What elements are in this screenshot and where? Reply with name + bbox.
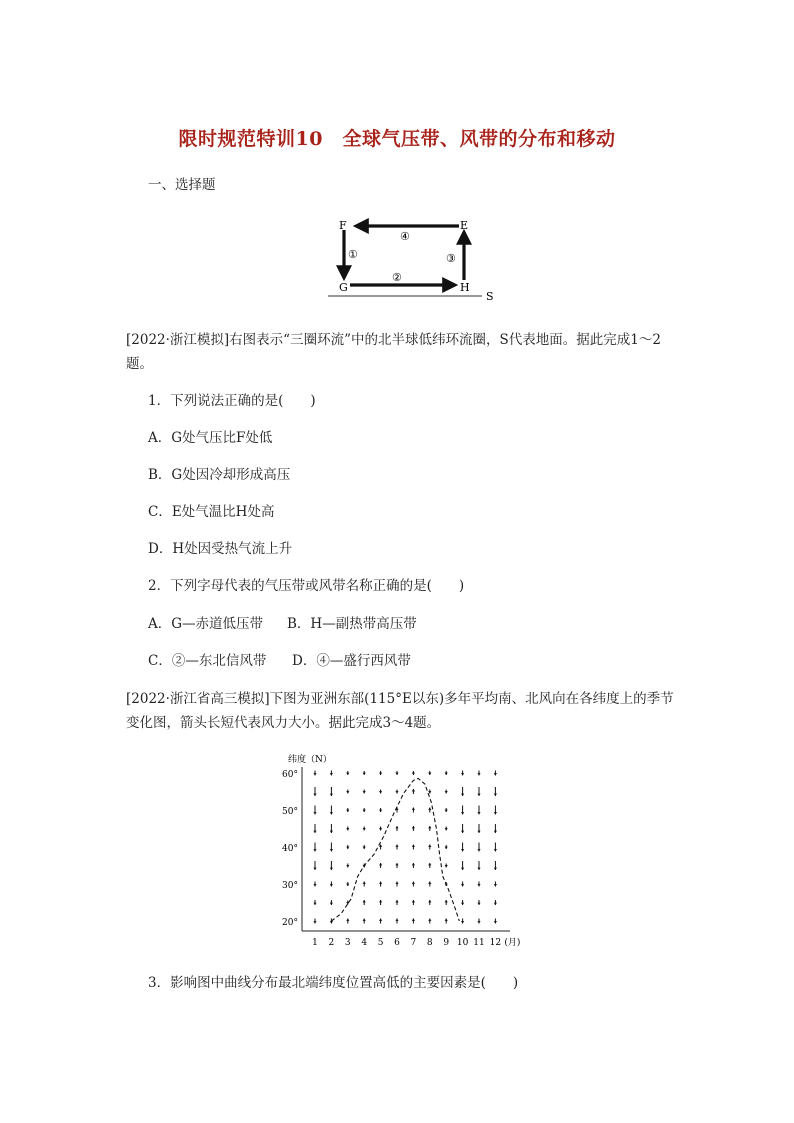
wind-arrowhead <box>363 919 366 921</box>
wind-arrowhead <box>379 791 382 793</box>
wind-arrowhead <box>428 773 431 775</box>
wind-arrowhead <box>494 831 497 833</box>
wind-arrowhead <box>428 900 431 902</box>
wind-arrowhead <box>494 884 497 886</box>
wind-arrowhead <box>363 847 366 849</box>
wind-arrowhead <box>379 882 382 884</box>
wind-arrowhead <box>395 882 398 884</box>
wind-arrowhead <box>445 847 448 849</box>
wind-arrowhead <box>379 828 382 830</box>
x-tick-label: 1 <box>312 938 318 948</box>
wind-arrowhead <box>330 794 333 796</box>
wind-arrowhead <box>346 884 349 886</box>
intro-1: [2022·浙江模拟]右图表示“三圈环流”中的北半球低纬环流圈，S代表地面。据此完成1～2题。 <box>126 332 661 372</box>
q3-stem: 3．影响图中曲线分布最北端纬度位置高低的主要因素是( ) <box>148 975 519 991</box>
wind-arrowhead <box>477 773 480 775</box>
wind-arrowhead <box>330 884 333 886</box>
x-tick-label: 3 <box>344 938 351 948</box>
wind-arrowhead <box>363 882 366 884</box>
wind-arrowhead <box>477 794 480 796</box>
x-tick-label: 4 <box>361 938 368 948</box>
circulation-diagram <box>320 212 500 304</box>
wind-arrowhead <box>395 900 398 902</box>
wind-arrowhead <box>412 919 415 921</box>
wind-arrowhead <box>313 812 316 814</box>
wind-arrowhead <box>412 900 415 902</box>
wind-arrowhead <box>461 921 464 923</box>
wind-arrowhead <box>428 808 431 810</box>
wind-arrowhead <box>313 773 316 775</box>
wind-arrowhead <box>428 919 431 921</box>
wind-arrowhead <box>412 808 415 810</box>
wind-arrowhead <box>346 810 349 812</box>
x-tick-label: 11 <box>473 938 485 948</box>
label-e: E <box>460 219 469 232</box>
label-g: G <box>339 281 348 294</box>
wind-arrowhead <box>412 863 415 865</box>
q1-stem: 1．下列说法正确的是( ) <box>148 393 316 409</box>
wind-arrowhead <box>330 812 333 814</box>
wind-arrowhead <box>494 849 497 851</box>
wind-arrowhead <box>445 919 448 921</box>
wind-arrowhead <box>363 773 366 775</box>
y-axis-label: 纬度（N） <box>288 755 332 765</box>
q1-option-d: D．H处因受热气流上升 <box>148 541 293 557</box>
y-tick-label: 30° <box>282 881 298 891</box>
wind-arrowhead <box>395 826 398 828</box>
wind-arrowhead <box>477 903 480 905</box>
wind-arrowhead <box>313 884 316 886</box>
wind-arrowhead <box>363 810 366 812</box>
wind-arrowhead <box>494 812 497 814</box>
wind-arrowhead <box>445 810 448 812</box>
wind-arrowhead <box>313 921 316 923</box>
wind-arrowhead <box>445 773 448 775</box>
wind-arrowhead <box>395 773 398 775</box>
wind-arrowhead <box>445 865 448 867</box>
wind-arrowhead <box>346 791 349 793</box>
wind-arrowhead <box>379 863 382 865</box>
x-tick-label: 7 <box>410 938 417 948</box>
wind-arrowhead <box>395 919 398 921</box>
wind-arrowhead <box>379 919 382 921</box>
q2-option-c: C．②—东北信风带 <box>148 653 267 669</box>
wind-arrowhead <box>363 828 366 830</box>
wind-arrowhead <box>330 773 333 775</box>
x-tick-label: 6 <box>394 938 400 948</box>
wind-arrowhead <box>461 903 464 905</box>
wind-arrowhead <box>461 773 464 775</box>
wind-arrowhead <box>428 826 431 828</box>
q2-option-b: B．H—副热带高压带 <box>287 616 417 632</box>
wind-arrowhead <box>330 868 333 870</box>
wind-arrowhead <box>494 903 497 905</box>
x-tick-label: 10 <box>456 938 469 948</box>
wind-arrowhead <box>461 794 464 796</box>
arrow-label-4: ④ <box>400 230 410 243</box>
page-title: 限时规范特训10 全球气压带、风带的分布和移动 <box>178 128 616 150</box>
wind-arrowhead <box>346 847 349 849</box>
x-tick-label: 9 <box>443 938 450 948</box>
wind-arrowhead <box>412 789 415 791</box>
wind-arrowhead <box>379 810 382 812</box>
wind-arrowhead <box>346 902 349 904</box>
intro-2: [2022·浙江省高三模拟]下图为亚洲东部(115°E以东)多年平均南、北风向在各纬度上的季节变化图，箭头长短代表风力大小。据此完成3～4题。 <box>126 691 674 731</box>
wind-arrowhead <box>346 919 349 921</box>
wind-arrowhead <box>346 865 349 867</box>
x-axis-label: (月) <box>504 938 521 948</box>
wind-arrowhead <box>494 921 497 923</box>
wind-arrowhead <box>395 791 398 793</box>
wind-arrowhead <box>477 831 480 833</box>
wind-arrowhead <box>461 868 464 870</box>
wind-arrowhead <box>379 773 382 775</box>
wind-arrowhead <box>346 828 349 830</box>
boundary-curve <box>331 779 459 922</box>
wind-arrowhead <box>494 794 497 796</box>
wind-arrowhead <box>461 884 464 886</box>
wind-arrowhead <box>477 884 480 886</box>
wind-arrowhead <box>313 831 316 833</box>
wind-arrowhead <box>330 903 333 905</box>
wind-arrowhead <box>461 831 464 833</box>
wind-arrowhead <box>412 845 415 847</box>
wind-arrowhead <box>363 900 366 902</box>
wind-arrowhead <box>445 900 448 902</box>
wind-arrowhead <box>445 791 448 793</box>
wind-arrowhead <box>412 773 415 775</box>
wind-arrowhead <box>346 773 349 775</box>
arrow-label-3: ③ <box>446 252 456 265</box>
x-tick-label: 12 <box>489 938 502 948</box>
wind-arrowhead <box>494 868 497 870</box>
arrow-label-2: ② <box>392 271 402 284</box>
wind-arrowhead <box>428 791 431 793</box>
label-s: S <box>486 290 494 303</box>
wind-arrowhead <box>395 845 398 847</box>
arrow-label-1: ① <box>348 248 358 261</box>
wind-arrowhead <box>428 863 431 865</box>
wind-arrowhead <box>428 845 431 847</box>
q2-stem: 2．下列字母代表的气压带或风带名称正确的是( ) <box>148 578 465 594</box>
wind-arrowhead <box>461 812 464 814</box>
wind-arrowhead <box>313 868 316 870</box>
section-heading: 一、选择题 <box>148 177 216 193</box>
label-h: H <box>460 281 470 294</box>
wind-arrowhead <box>363 791 366 793</box>
x-tick-label: 5 <box>377 938 384 948</box>
wind-chart <box>280 748 550 958</box>
x-tick-label: 2 <box>328 938 335 948</box>
wind-arrowhead <box>379 900 382 902</box>
wind-arrowhead <box>412 882 415 884</box>
wind-arrowhead <box>330 849 333 851</box>
wind-arrowhead <box>445 828 448 830</box>
q1-option-b: B．G处因冷却形成高压 <box>148 467 291 483</box>
y-tick-label: 20° <box>282 918 298 928</box>
q1-option-c: C．E处气温比H处高 <box>148 504 275 520</box>
wind-arrowhead <box>330 921 333 923</box>
q2-option-a: A．G—赤道低压带 <box>148 616 264 632</box>
wind-arrowhead <box>477 812 480 814</box>
q2-option-d: D．④—盛行西风带 <box>292 653 411 669</box>
wind-arrowhead <box>330 831 333 833</box>
wind-arrowhead <box>313 849 316 851</box>
wind-arrowhead <box>477 921 480 923</box>
wind-arrowhead <box>313 903 316 905</box>
y-tick-label: 50° <box>282 807 298 817</box>
y-tick-label: 40° <box>282 844 298 854</box>
y-tick-label: 60° <box>282 770 298 780</box>
wind-arrowhead <box>461 849 464 851</box>
wind-arrowhead <box>395 863 398 865</box>
wind-arrowhead <box>477 849 480 851</box>
wind-arrowhead <box>313 794 316 796</box>
wind-arrowhead <box>477 868 480 870</box>
wind-arrowhead <box>494 773 497 775</box>
wind-arrowhead <box>412 826 415 828</box>
label-f: F <box>339 219 347 232</box>
x-tick-label: 8 <box>426 938 433 948</box>
wind-arrowhead <box>428 882 431 884</box>
q1-option-a: A．G处气压比F处低 <box>148 430 273 446</box>
